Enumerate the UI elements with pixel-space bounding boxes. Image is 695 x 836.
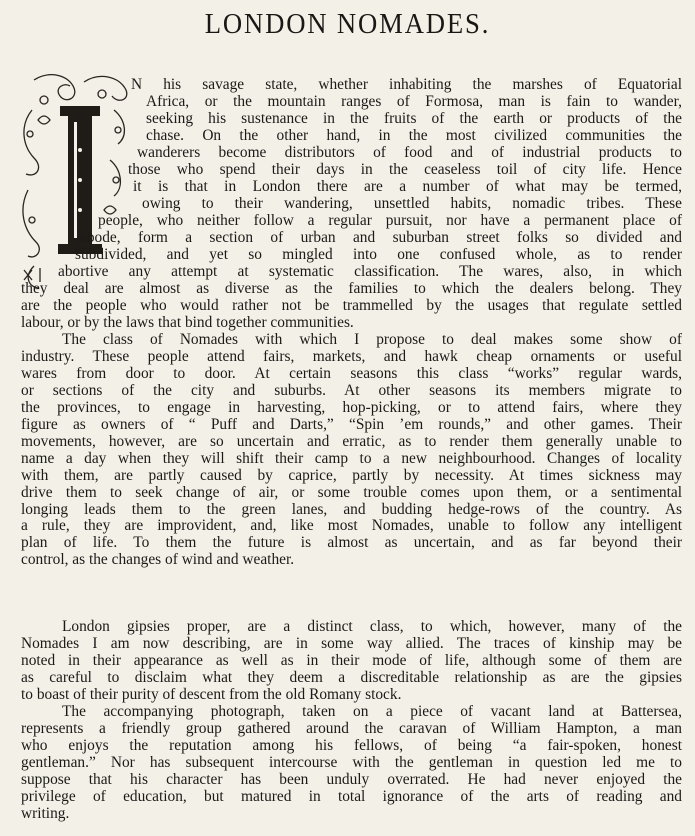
text-line: with them, are partly caused by caprice, partly by necessity. At times sickness may xyxy=(21,466,682,484)
paragraph-1 xyxy=(131,77,682,94)
text-line: it is that in London there are a number of what may be termed, xyxy=(133,178,682,195)
text-line: control, as the changes of wind and weather. xyxy=(21,551,295,569)
text-line: N his savage state, whether inhabiting the marshes of Equatorial xyxy=(131,76,682,93)
text-line: Africa, or the mountain ranges of Formosa, man is fain to wander, xyxy=(146,93,682,110)
paragraph-4 xyxy=(21,704,682,823)
paragraph-2 xyxy=(21,332,682,569)
text-line: people, who neither follow a regular pursuit, nor have a permanent place of xyxy=(98,212,682,229)
text-line: or sections of the city and suburbs. At other seasons its members migrate to xyxy=(21,381,682,399)
text-line: The class of Nomades with which I propose to deal makes some show of xyxy=(62,331,682,348)
text-line: plan of life. To them the future is almost as uncertain, and as far beyond their xyxy=(21,534,682,552)
text-line: abode, form a section of urban and suburban street folks so divided and xyxy=(80,229,682,246)
text-line: as careful to disclaim what they deem a discreditable relationship as are the gipsies xyxy=(21,668,682,686)
text-line: privilege of education, but matured in total ignorance of the arts of reading and xyxy=(21,787,682,805)
text-line: noted in their appearance as well as in their mode of life, although some of them are xyxy=(21,651,682,669)
text-line: longing leads them to the green lanes, and budding hedge-rows of the country. As xyxy=(21,500,682,518)
text-line: drive them to seek change of air, or some trouble comes upon them, or a sentimental xyxy=(21,483,682,501)
text-line: who enjoys the reputation among his fellows, of being “a fair-spoken, honest xyxy=(21,736,682,754)
text-line: figure as owners of “ Puff and Darts,” “Spin ’em rounds,” and other games. Their xyxy=(21,415,682,433)
text-line: labour, or by the laws that bind together communities. xyxy=(21,313,354,331)
text-line: abortive any attempt at systematic classification. The wares, also, in which xyxy=(58,263,682,280)
text-line: to boast of their purity of descent from the old Romany stock. xyxy=(21,685,402,703)
text-line: represents a friendly group gathered around the caravan of William Hampton, a man xyxy=(21,719,682,737)
text-line: industry. These people attend fairs, markets, and hawk cheap ornaments or useful xyxy=(21,347,682,365)
text-line: seeking his sustenance in the fruits of the earth or products of the xyxy=(146,109,682,127)
text-line: The accompanying photograph, taken on a piece of vacant land at Battersea, xyxy=(62,703,682,720)
text-line: subdivided, and yet so mingled into one confused whole, as to render xyxy=(75,246,682,263)
text-line: London gipsies proper, are a distinct class, to which, however, many of the xyxy=(62,618,682,635)
text-line: chase. On the other hand, in the most civilized communities the xyxy=(146,126,682,144)
text-line: the provinces, to engage in harvesting, hop-picking, or to attend fairs, where they xyxy=(21,398,682,416)
text-line: gentleman.” Nor has subsequent intercourse with the gentleman in question led me to xyxy=(21,753,682,771)
text-line: movements, however, are so uncertain and erratic, as to render them generally unable to xyxy=(21,432,682,450)
paragraph-3 xyxy=(21,619,682,704)
text-line: wares from door to door. At certain seasons this class “works” regular wards, xyxy=(21,364,682,382)
text-line: wanderers become distributors of food and of industrial products to xyxy=(137,144,682,161)
text-line: suppose that his character has been unduly overrated. He had never enjoyed the xyxy=(21,770,682,788)
text-line: name a day when they will shift their camp to a new neighbourhood. Changes of locality xyxy=(21,449,682,467)
text-line: they deal are almost as diverse as the families to which the dealers belong. They xyxy=(21,280,682,297)
text-line: owing to their wandering, unsettled habits, nomadic tribes. These xyxy=(142,195,682,212)
text-line: a rule, they are improvident, and, like most Nomades, unable to follow any intelligent xyxy=(21,517,682,535)
text-line: those who spend their days in the ceaseless toil of city life. Hence xyxy=(128,161,682,178)
text-line: Nomades I am now describing, are in some way allied. The traces of kinship may be xyxy=(21,634,682,652)
page-title: LONDON NOMADES. xyxy=(204,8,491,40)
text-line: writing. xyxy=(21,804,70,822)
text-line: are the people who would rather not be trammelled by the usages that regulate settled xyxy=(21,296,682,314)
